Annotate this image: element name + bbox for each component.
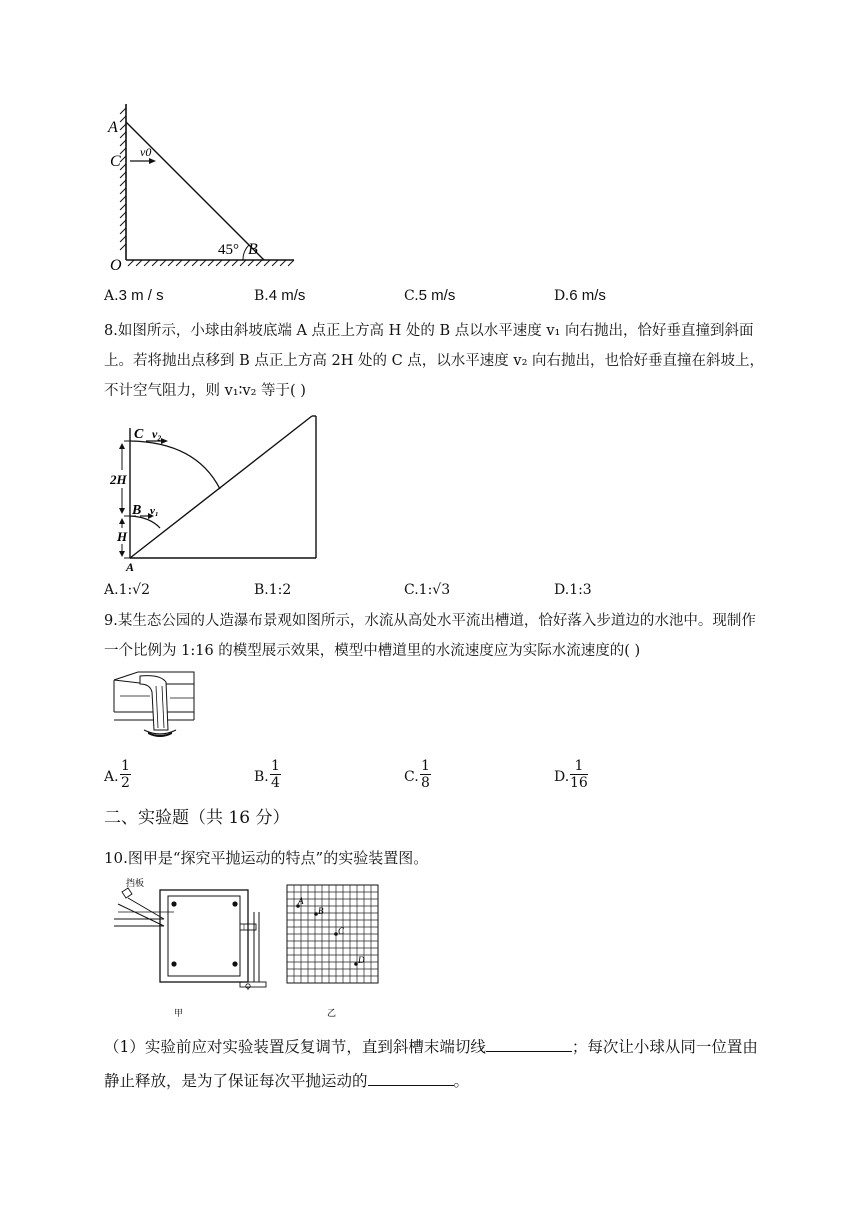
- q8-option-b[interactable]: B.1:2: [254, 582, 292, 598]
- q8-label-h: H: [117, 529, 128, 544]
- q7-option-b[interactable]: B.4 m/s: [254, 287, 306, 304]
- q10-point-c: C: [338, 926, 345, 936]
- section-2-title: 二、实验题（共 16 分）: [104, 808, 290, 828]
- q7-label-c: C: [110, 153, 121, 170]
- q7-option-a[interactable]: A.3 m / s: [104, 287, 164, 304]
- q10-grid-figure: [286, 884, 382, 1018]
- q10-part1: （1）实验前应对实验装置反复调节，直到斜槽末端切线 ；每次让小球从同一位置由静止释放，是为了保证每次平抛运动的 。: [104, 1030, 764, 1098]
- q7-label-o: O: [110, 257, 122, 273]
- q9-text: 9.某生态公园的人造瀑布景观如图所示，水流从高处水平流出槽道，恰好落入步道边的水池中。现制作一个比例为 1:16 的模型展示效果，模型中槽道里的水流速度应为实际水流速度的( ): [104, 613, 756, 659]
- q7-label-b: B: [248, 241, 258, 258]
- q8-label-b: B: [132, 503, 142, 518]
- q10-baffle-label: 挡板: [126, 879, 145, 889]
- q7-angle-label: 45°: [218, 242, 239, 258]
- q10-blank-1[interactable]: [486, 1033, 572, 1052]
- q8-figure: [104, 410, 326, 572]
- q8-option-d[interactable]: D.1:3: [554, 582, 592, 598]
- q10-caption-yi: 乙: [327, 1009, 337, 1018]
- q8-label-v1: v₁: [150, 505, 159, 517]
- q8-label-c: C: [134, 427, 144, 442]
- q8-option-a[interactable]: A.1:√2: [104, 582, 151, 598]
- q7-option-d[interactable]: D.6 m/s: [554, 287, 606, 304]
- q10-point-d: D: [358, 955, 365, 965]
- q10-apparatus-figure: [114, 874, 274, 1024]
- q9-waterfall-figure: [110, 668, 196, 742]
- q8-label-v2: v₂: [152, 427, 162, 441]
- q10-caption-jia: 甲: [174, 1009, 184, 1019]
- q7-figure: [100, 98, 300, 273]
- q10-point-a: A: [298, 896, 304, 906]
- q8-option-c[interactable]: C.1:√3: [404, 582, 451, 598]
- q8-label-2h: 2H: [110, 472, 127, 487]
- q8-label-a: A: [126, 560, 135, 572]
- q7-label-v0: v0: [140, 145, 152, 159]
- q7-label-a: A: [108, 119, 118, 136]
- q10-text: 10.图甲是“探究平抛运动的特点”的实验装置图。: [104, 849, 429, 867]
- q7-option-c[interactable]: C.5 m/s: [404, 287, 456, 304]
- q8-text: 8.如图所示，小球由斜坡底端 A 点正上方高 H 处的 B 点以水平速度 v₁ 向右抛出，恰好垂直撞到斜面上。若将抛出点移到 B 点正上方高 2H 处的 C 点，以水平速度 v₂ 向右抛出，也恰好垂直撞在斜坡上，不计空气阻力，则 v₁∶v₂ 等于( ): [104, 323, 764, 399]
- q10-blank-2[interactable]: [368, 1067, 454, 1086]
- q10-point-b: B: [318, 906, 324, 916]
